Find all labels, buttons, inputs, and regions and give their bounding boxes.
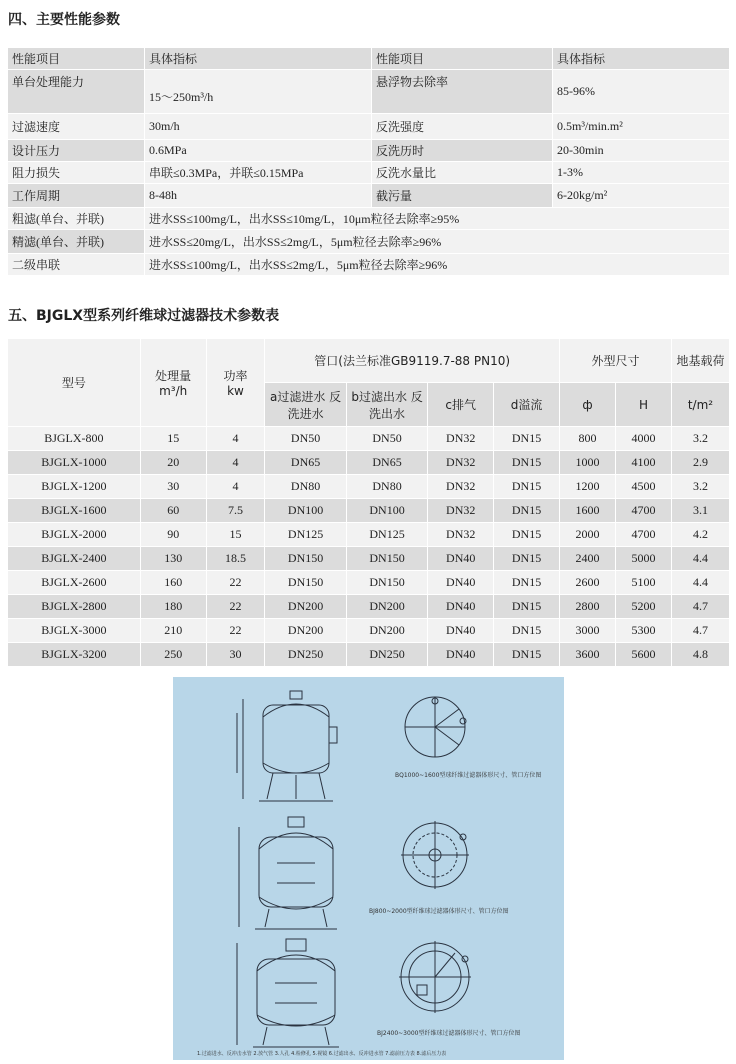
param-value: 进水SS≤20mg/L，出水SS≤2mg/L，5μm粒径去除率≥96% [145, 230, 730, 254]
cell-port-d: DN15 [494, 595, 560, 619]
cell-port-a: DN250 [265, 643, 346, 667]
vessel-plan-1 [405, 697, 466, 757]
param-name: 阻力损失 [8, 162, 145, 184]
cell-load: 4.2 [671, 523, 729, 547]
cell-model: BJGLX-2400 [8, 547, 141, 571]
cell-model: BJGLX-2600 [8, 571, 141, 595]
table-row [8, 140, 730, 162]
header-flow-label: 处理量 [155, 369, 192, 383]
cell-port-c: DN32 [428, 499, 494, 523]
table-row [8, 208, 730, 230]
cell-height: 4000 [615, 427, 671, 451]
table-row [8, 114, 730, 140]
header-load: 地基载荷 [671, 339, 729, 383]
cell-port-d: DN15 [494, 619, 560, 643]
table-row [8, 427, 730, 451]
cell-diameter: 1600 [559, 499, 615, 523]
cell-port-b: DN200 [346, 595, 427, 619]
cell-diameter: 2600 [559, 571, 615, 595]
cell-port-a: DN65 [265, 451, 346, 475]
param-name: 反洗历时 [372, 140, 553, 162]
drawing-legend: 1.过滤进水、反冲击水管 2.放气管 3.人孔 4.检修孔 5.视镜 6.过滤出水、反冲进水管 7.滤前压力表 8.滤后压力表 [197, 1051, 447, 1057]
param-name: 工作周期 [8, 184, 145, 208]
header-ports: 管口(法兰标准GB9119.7-88 PN10) [265, 339, 560, 383]
table-row [8, 499, 730, 523]
cell-port-b: DN50 [346, 427, 427, 451]
param-name: 精滤(单台、并联) [8, 230, 145, 254]
table-row [8, 523, 730, 547]
cell-port-c: DN32 [428, 475, 494, 499]
table-row [8, 451, 730, 475]
cell-model: BJGLX-3000 [8, 619, 141, 643]
cell-flow: 160 [140, 571, 206, 595]
param-value: 15～250m³/h [145, 70, 372, 114]
cell-port-d: DN15 [494, 475, 560, 499]
header-load-unit: t/m² [671, 383, 729, 427]
header-h: H [615, 383, 671, 427]
param-name: 过滤速度 [8, 114, 145, 140]
cell-model: BJGLX-2000 [8, 523, 141, 547]
param-value: 20-30min [553, 140, 730, 162]
cell-flow: 250 [140, 643, 206, 667]
cell-height: 5000 [615, 547, 671, 571]
param-name: 反洗水量比 [372, 162, 553, 184]
caption-1: BQ1000~1600型球纤维过滤器体形尺寸、管口方位图 [395, 772, 542, 779]
cell-power: 18.5 [206, 547, 265, 571]
cell-power: 15 [206, 523, 265, 547]
cell-port-c: DN40 [428, 571, 494, 595]
header-flow-unit: m³/h [159, 384, 188, 398]
cell-load: 3.2 [671, 475, 729, 499]
cell-model: BJGLX-3200 [8, 643, 141, 667]
cell-model: BJGLX-1200 [8, 475, 141, 499]
cell-port-a: DN150 [265, 547, 346, 571]
param-value: 进水SS≤100mg/L，出水SS≤2mg/L，5μm粒径去除率≥96% [145, 254, 730, 276]
cell-port-d: DN15 [494, 451, 560, 475]
cell-flow: 20 [140, 451, 206, 475]
cell-port-c: DN40 [428, 595, 494, 619]
cell-height: 5300 [615, 619, 671, 643]
cell-diameter: 3000 [559, 619, 615, 643]
header-port-a: a过滤进水 反洗进水 [265, 383, 346, 427]
cell-port-b: DN150 [346, 571, 427, 595]
table-row [8, 162, 730, 184]
param-value: 1-3% [553, 162, 730, 184]
cell-model: BJGLX-800 [8, 427, 141, 451]
cell-port-b: DN200 [346, 619, 427, 643]
section4-title: 四、主要性能参数 [8, 12, 120, 28]
param-name: 截污量 [372, 184, 553, 208]
technical-drawing [173, 677, 564, 1060]
cell-flow: 180 [140, 595, 206, 619]
cell-port-a: DN200 [265, 619, 346, 643]
header-cell: 具体指标 [145, 48, 372, 70]
cell-port-d: DN15 [494, 643, 560, 667]
cell-diameter: 2000 [559, 523, 615, 547]
table-row [8, 595, 730, 619]
cell-port-b: DN80 [346, 475, 427, 499]
cell-diameter: 1000 [559, 451, 615, 475]
cell-power: 22 [206, 595, 265, 619]
cell-model: BJGLX-1000 [8, 451, 141, 475]
header-cell: 具体指标 [553, 48, 730, 70]
cell-load: 4.8 [671, 643, 729, 667]
cell-port-a: DN125 [265, 523, 346, 547]
table-row [8, 571, 730, 595]
cell-port-c: DN32 [428, 523, 494, 547]
cell-diameter: 800 [559, 427, 615, 451]
cell-height: 5100 [615, 571, 671, 595]
vessel-elevation-2 [239, 817, 337, 929]
header-size: 外型尺寸 [559, 339, 671, 383]
table-row [8, 184, 730, 208]
cell-height: 4700 [615, 499, 671, 523]
param-value: 85-96% [553, 70, 730, 114]
header-power [206, 339, 265, 427]
cell-height: 4500 [615, 475, 671, 499]
table-header-row [8, 48, 730, 70]
table-row [8, 619, 730, 643]
header-port-d: d溢流 [494, 383, 560, 427]
spec-table-body [8, 427, 730, 667]
cell-power: 22 [206, 619, 265, 643]
cell-diameter: 1200 [559, 475, 615, 499]
cell-flow: 90 [140, 523, 206, 547]
cell-flow: 15 [140, 427, 206, 451]
performance-table [7, 47, 730, 276]
cell-port-b: DN150 [346, 547, 427, 571]
vessel-elevation-1 [237, 691, 337, 801]
param-name: 反洗强度 [372, 114, 553, 140]
param-name: 设计压力 [8, 140, 145, 162]
header-cell: 性能项目 [372, 48, 553, 70]
cell-load: 4.7 [671, 595, 729, 619]
cell-load: 3.1 [671, 499, 729, 523]
cell-port-b: DN125 [346, 523, 427, 547]
cell-port-c: DN40 [428, 619, 494, 643]
cell-flow: 30 [140, 475, 206, 499]
cell-model: BJGLX-1600 [8, 499, 141, 523]
cell-flow: 130 [140, 547, 206, 571]
filter-drawing [173, 677, 564, 1060]
header-power-unit: kw [227, 384, 244, 398]
table-row [8, 547, 730, 571]
cell-power: 22 [206, 571, 265, 595]
table-row [8, 475, 730, 499]
cell-height: 4100 [615, 451, 671, 475]
cell-port-a: DN150 [265, 571, 346, 595]
cell-load: 2.9 [671, 451, 729, 475]
param-value: 8-48h [145, 184, 372, 208]
param-name: 二级串联 [8, 254, 145, 276]
param-value: 6-20kg/m² [553, 184, 730, 208]
cell-flow: 60 [140, 499, 206, 523]
cell-port-d: DN15 [494, 571, 560, 595]
cell-port-c: DN32 [428, 451, 494, 475]
table-header-row [8, 339, 730, 383]
spec-table [7, 338, 730, 667]
cell-power: 4 [206, 427, 265, 451]
param-value: 0.5m³/min.m² [553, 114, 730, 140]
vessel-plan-3 [399, 941, 471, 1013]
param-value: 0.6MPa [145, 140, 372, 162]
table-row [8, 643, 730, 667]
cell-port-a: DN100 [265, 499, 346, 523]
cell-flow: 210 [140, 619, 206, 643]
header-cell: 性能项目 [8, 48, 145, 70]
cell-model: BJGLX-2800 [8, 595, 141, 619]
cell-power: 4 [206, 451, 265, 475]
section5-title: 五、BJGLX型系列纤维球过滤器技术参数表 [8, 308, 280, 324]
header-power-label: 功率 [223, 369, 248, 383]
cell-port-b: DN65 [346, 451, 427, 475]
cell-diameter: 2800 [559, 595, 615, 619]
param-value: 30m/h [145, 114, 372, 140]
header-port-b: b过滤出水 反洗出水 [346, 383, 427, 427]
cell-power: 4 [206, 475, 265, 499]
param-name: 单台处理能力 [8, 70, 145, 114]
cell-height: 4700 [615, 523, 671, 547]
cell-height: 5600 [615, 643, 671, 667]
cell-port-d: DN15 [494, 547, 560, 571]
cell-power: 7.5 [206, 499, 265, 523]
table-row [8, 230, 730, 254]
cell-load: 4.7 [671, 619, 729, 643]
vessel-elevation-3 [237, 939, 339, 1047]
cell-port-d: DN15 [494, 523, 560, 547]
cell-port-a: DN200 [265, 595, 346, 619]
table-row [8, 70, 730, 114]
header-phi: ф [559, 383, 615, 427]
header-model: 型号 [8, 339, 141, 427]
cell-port-a: DN80 [265, 475, 346, 499]
header-port-c: c排气 [428, 383, 494, 427]
cell-power: 30 [206, 643, 265, 667]
param-value: 进水SS≤100mg/L，出水SS≤10mg/L，10μm粒径去除率≥95% [145, 208, 730, 230]
cell-port-d: DN15 [494, 499, 560, 523]
cell-load: 3.2 [671, 427, 729, 451]
cell-load: 4.4 [671, 547, 729, 571]
cell-port-c: DN40 [428, 547, 494, 571]
cell-port-b: DN250 [346, 643, 427, 667]
header-flow [140, 339, 206, 427]
cell-port-b: DN100 [346, 499, 427, 523]
table-row [8, 254, 730, 276]
vessel-plan-2 [401, 821, 469, 889]
cell-port-c: DN40 [428, 643, 494, 667]
cell-diameter: 2400 [559, 547, 615, 571]
param-value: 串联≤0.3MPa，并联≤0.15MPa [145, 162, 372, 184]
cell-port-d: DN15 [494, 427, 560, 451]
param-name: 悬浮物去除率 [372, 70, 553, 114]
cell-port-c: DN32 [428, 427, 494, 451]
caption-3: BJ2400~3000型纤维球过滤器体形尺寸、管口方位图 [377, 1030, 521, 1037]
cell-diameter: 3600 [559, 643, 615, 667]
caption-2: BJ800~2000型纤维球过滤器体形尺寸、管口方位图 [369, 908, 509, 915]
cell-port-a: DN50 [265, 427, 346, 451]
param-name: 粗滤(单台、并联) [8, 208, 145, 230]
cell-load: 4.4 [671, 571, 729, 595]
cell-height: 5200 [615, 595, 671, 619]
